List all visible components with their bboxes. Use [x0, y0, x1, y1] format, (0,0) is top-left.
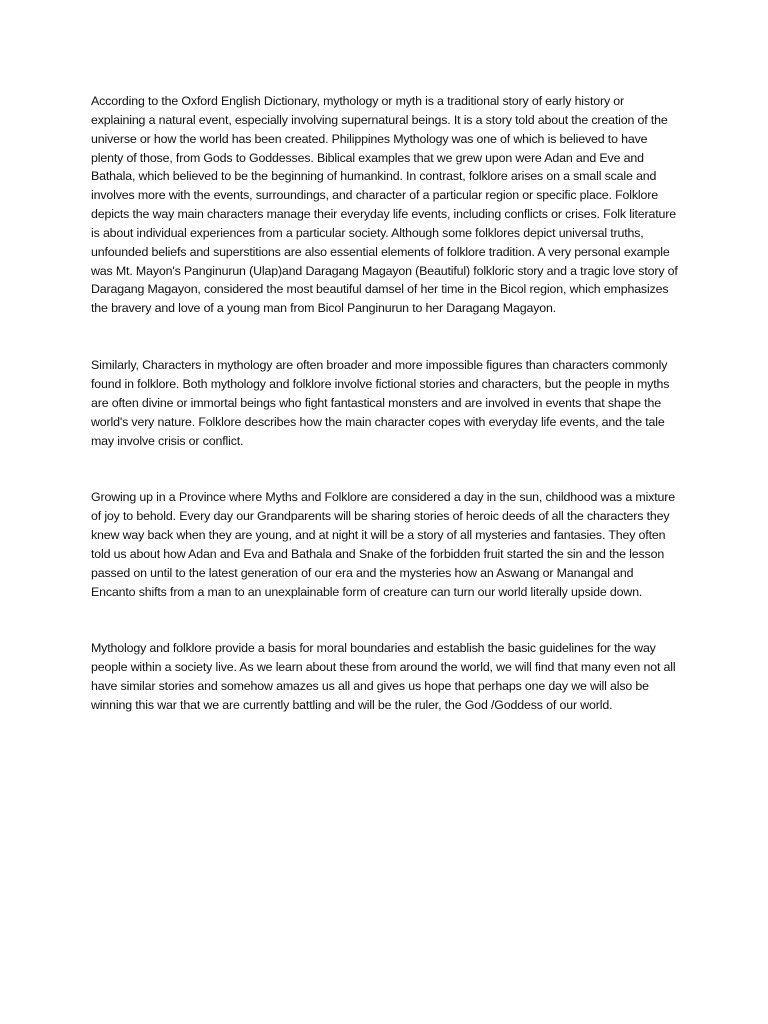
paragraph-2: Similarly, Characters in mythology are often broader and more impossible figures than characters commonly found in folklore. Both mythology and folklore involve fictional stories and characters, but the people in myths are often divine or immortal beings who fight fantastical monsters and are involved in events that shape the world's very nature. Folklore describes how the main character copes with everyday life events, and the tale may involve crisis or conflict.	[91, 358, 670, 448]
document-body	[91, 92, 681, 753]
paragraph-4: Mythology and folklore provide a basis for moral boundaries and establish the basic guidelines for the way people within a society live. As we learn about these from around the world, we will find that many even not all have similar stories and somehow amazes us all and gives us hope that perhaps one day we will also be winning this war that we are currently battling and will be the ruler, the God /Goddess of our world.	[91, 641, 676, 712]
paragraph-1: According to the Oxford English Dictionary, mythology or myth is a traditional story of early history or explaining a natural event, especially involving supernatural beings. It is a story told about the creation of the universe or how the world has been created. Philippines Mythology was one of which is believed to have plenty of those, from Gods to Goddesses. Biblical examples that we grew upon were Adan and Eve and Bathala, which believed to be the beginning of humankind. In contrast, folklore arises on a small scale and involves more with the events, surroundings, and character of a particular region or specific place. Folklore depicts the way main characters manage their everyday life events, including conflicts or crises. Folk literature is about individual experiences from a particular society. Although some folklores depict universal truths, unfounded beliefs and superstitions are also essential elements of folklore tradition. A very personal example was Mt. Mayon's Panginurun (Ulap)and Daragang Magayon (Beautiful) folkloric story and a tragic love story of Daragang Magayon, considered the most beautiful damsel of her time in the Bicol region, which emphasizes the bravery and love of a young man from Bicol Panginurun to her Daragang Magayon.	[91, 94, 678, 316]
paragraph-3: Growing up in a Province where Myths and Folklore are considered a day in the sun, childhood was a mixture of joy to behold. Every day our Grandparents will be sharing stories of heroic deeds of all the characters they knew way back when they are young, and at night it will be a story of all mysteries and fantasies. They often told us about how Adan and Eva and Bathala and Snake of the forbidden fruit started the sin and the lesson passed on until to the latest generation of our era and the mysteries how an Aswang or Manangal and Encanto shifts from a man to an unexplainable form of creature can turn our world literally upside down.	[91, 490, 675, 599]
